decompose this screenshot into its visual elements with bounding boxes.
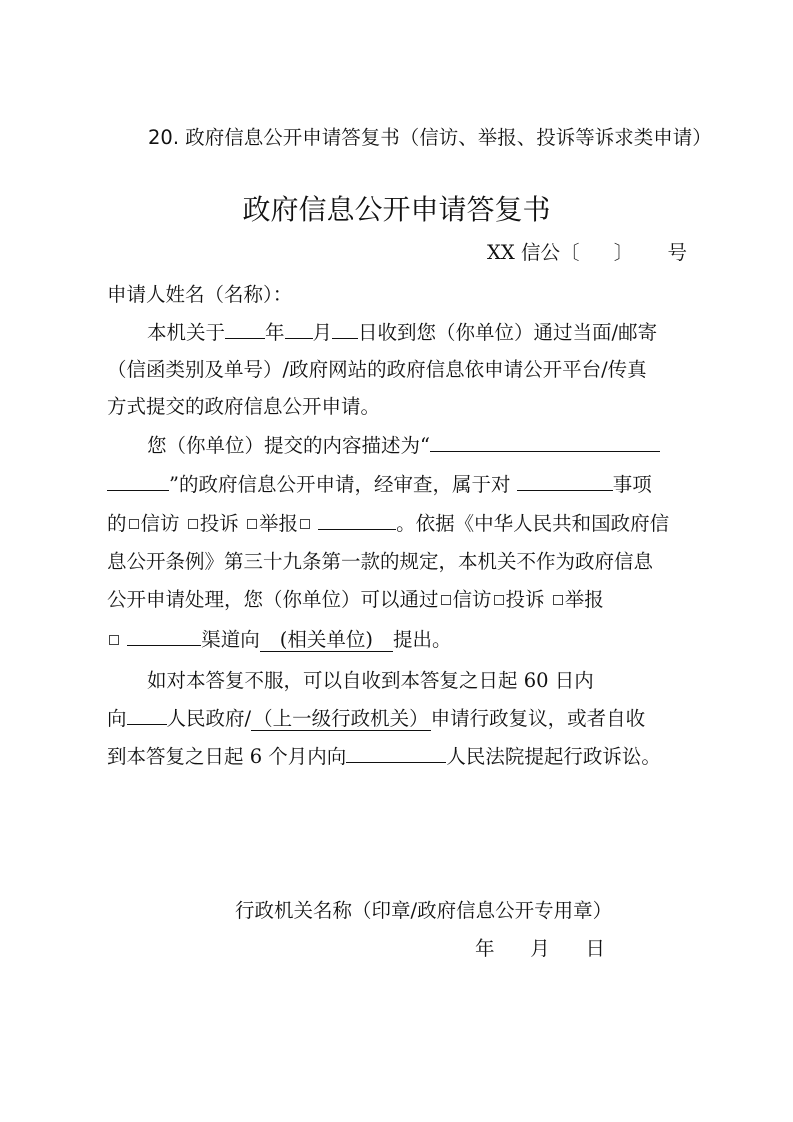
channel-tousu-checkbox[interactable] — [494, 595, 504, 605]
p3-line-3 — [107, 738, 687, 775]
p1-text: 本机关于 — [147, 321, 226, 344]
p2-line-6 — [107, 621, 687, 658]
p2-text: 您（你单位）提交的内容描述为“ — [147, 434, 430, 457]
p2-text: 事项 — [612, 473, 652, 496]
date-month: 月 — [530, 937, 550, 960]
salutation: 申请人姓名（名称）： — [107, 283, 293, 306]
doc-number-suffix: 号 — [667, 241, 687, 264]
p3-text: 向 — [107, 707, 127, 730]
tousu-label: 投诉 — [199, 512, 239, 535]
document-title: 政府信息公开申请答复书 — [242, 193, 551, 226]
document-number — [487, 236, 687, 270]
channel-other-blank[interactable] — [127, 625, 201, 646]
signature-line: 行政机关名称（印章/政府信息公开专用章） — [235, 899, 613, 922]
date-day: 日 — [585, 937, 605, 960]
p1-line-3: 方式提交的政府信息公开申请。 — [107, 395, 381, 418]
date-line — [475, 933, 605, 965]
channel-jubao-label: 举报 — [564, 588, 604, 611]
xinfang-checkbox[interactable] — [129, 519, 139, 529]
p1-year-label: 年 — [265, 321, 285, 344]
p2-text: 提出。 — [392, 628, 452, 651]
p2-text: 的 — [107, 512, 127, 535]
date-year: 年 — [475, 937, 495, 960]
p2-line-1 — [107, 427, 687, 464]
p1-line-2: （信函类别及单号）/政府网站的政府信息依申请公开平台/传真 — [107, 358, 647, 381]
content-description-blank[interactable] — [430, 431, 660, 452]
xinfang-label: 信访 — [140, 512, 180, 535]
jubao-checkbox[interactable] — [247, 519, 257, 529]
p1-month-label: 月 — [312, 321, 333, 344]
p3-text: 到本答复之日起 6 个月内向 — [107, 745, 347, 768]
p3-line-2 — [107, 700, 687, 737]
related-unit-field[interactable]: (相关单位) — [260, 628, 393, 652]
other-checkbox[interactable] — [300, 519, 310, 529]
p2-line-4: 息公开条例》第三十九条第一款的规定，本机关不作为政府信息 — [107, 550, 654, 573]
p2-line-3 — [107, 505, 687, 542]
p2-text: ”的政府信息公开申请，经审查，属于对 — [169, 473, 511, 496]
p3-line-1: 如对本答复不服，可以自收到本答复之日起 60 日内 — [147, 669, 594, 692]
channel-other-checkbox[interactable] — [109, 635, 119, 645]
year-blank[interactable] — [225, 318, 265, 339]
p2-line-5 — [107, 581, 687, 618]
other-type-blank[interactable] — [318, 509, 396, 530]
government-blank[interactable] — [127, 704, 167, 725]
p1-day-text: 日收到您（你单位）通过当面/邮寄 — [358, 321, 658, 344]
p2-text: 。依据《中华人民共和国政府信 — [396, 512, 670, 535]
p2-text: 渠道向 — [201, 628, 260, 651]
tousu-checkbox[interactable] — [188, 519, 198, 529]
superior-agency-field[interactable]: （上一级行政机关） — [253, 707, 429, 730]
section-heading: 20. 政府信息公开申请答复书（信访、举报、投诉等诉求类申请） — [148, 126, 712, 149]
p3-text: 人民政府/ — [166, 707, 252, 730]
p2-line-2 — [107, 466, 687, 503]
p3-text: 申请行政复议，或者自收 — [430, 707, 646, 730]
content-description-blank-cont[interactable] — [107, 470, 169, 491]
doc-number-bracket: 〕 — [613, 241, 634, 264]
p1-line-1 — [107, 314, 687, 351]
month-blank[interactable] — [285, 318, 313, 339]
doc-number-prefix: XX 信公〔 — [487, 241, 580, 264]
jubao-label: 举报 — [258, 512, 298, 535]
p3-text: 人民法院提起行政诉讼。 — [446, 745, 661, 768]
day-blank[interactable] — [332, 318, 358, 339]
channel-xinfang-checkbox[interactable] — [441, 595, 451, 605]
court-blank[interactable] — [346, 742, 446, 763]
channel-tousu-label: 投诉 — [505, 588, 545, 611]
channel-xinfang-label: 信访 — [452, 588, 492, 611]
channel-jubao-checkbox[interactable] — [553, 595, 563, 605]
p2-text: 公开申请处理，您（你单位）可以通过 — [107, 588, 439, 611]
matter-blank[interactable] — [517, 470, 613, 491]
